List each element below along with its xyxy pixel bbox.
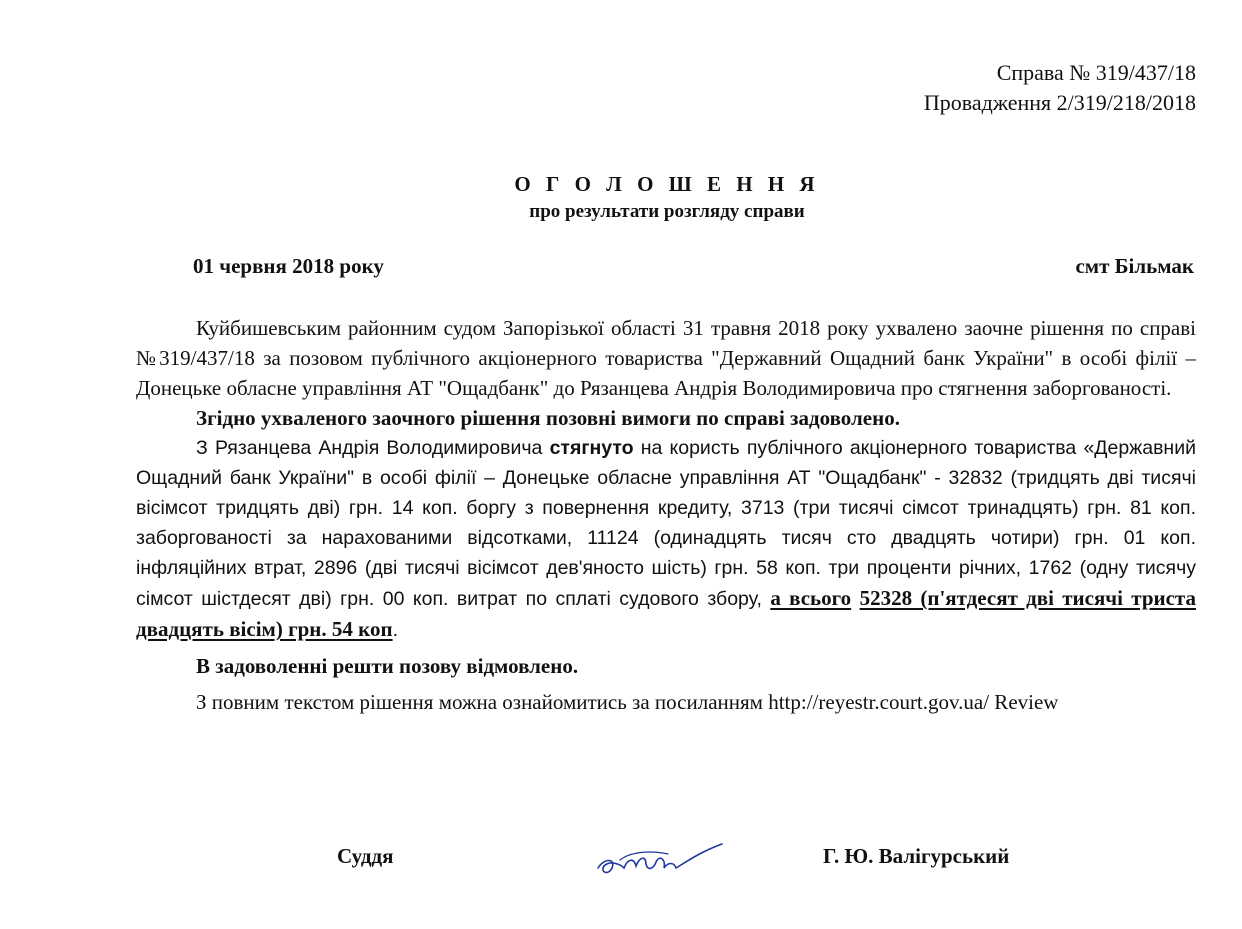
- judge-name: Г. Ю. Валігурський: [823, 844, 1010, 868]
- document-date: 01 червня 2018 року: [193, 254, 384, 278]
- full-text-note: З повним текстом рішення можна ознайомитись за посиланням http://reyestr.court.gov.ua/ Review: [196, 690, 1059, 714]
- case-reference: [924, 58, 1196, 118]
- claims-refused: В задоволенні решти позову відмовлено.: [196, 654, 579, 678]
- collection-details: на користь публічного акціонерного товариства «Державний Ощадний банк України" в особі філії – Донецьке обласне управління АТ "Ощадбанк" - 32832 (тридцять дві тисячі вісімсот тридцять дві) грн. 14 коп. боргу з повернення кредиту, 3713 (три тисячі сімсот тринадцять) грн. 81 коп. заборгованості за нарахованими відсотками, 11124 (одинадцять тисяч сто двадцять чотири) грн. 01 коп. інфляційних втрат, 2896 (дві тисячі вісімсот дев'яносто шість) грн. 58 коп. три проценти річних, 1762 (одну тисячу сімсот шістдесят дві) грн. 00 коп. витрат по сплаті судового збору,: [136, 437, 1196, 610]
- claims-satisfied: Згідно ухваленого заочного рішення позовні вимоги по справі задоволено.: [196, 406, 900, 430]
- debtor-intro: З Рязанцева Андрія Володимировича: [196, 437, 543, 459]
- total-label: а всього: [770, 586, 852, 610]
- proceeding-number: Провадження 2/319/218/2018: [923, 90, 1196, 115]
- announcement-body: [136, 313, 1196, 717]
- handwritten-signature: [590, 838, 730, 882]
- document-place: смт Більмак: [1075, 254, 1194, 278]
- collection-paragraph: [136, 433, 1196, 645]
- collected-word: стягнуто: [549, 437, 634, 459]
- judge-label: Суддя: [337, 844, 394, 868]
- decision-paragraph: Куйбишевським районним судом Запорізької області 31 травня 2018 року ухвалено заочне рішення по справі №319/437/18 за позовом публічного акціонерного товариства "Державний Ощадний банк України" в особі філії – Донецьке обласне управління АТ "Ощадбанк" до Рязанцева Андрія Володимировича про стягнення заборгованості.: [136, 316, 1196, 400]
- collection-end: .: [392, 619, 399, 641]
- document-title: О Г О Л О Ш Е Н Н Я: [514, 172, 820, 196]
- total-amount: 52328 (п'ятдесят дві тисячі триста двадцять вісім) грн. 54 коп: [136, 586, 1196, 641]
- case-number: Справа № 319/437/18: [996, 60, 1196, 85]
- document-subtitle: про результати розгляду справи: [529, 201, 805, 222]
- signature-row: [0, 838, 1242, 888]
